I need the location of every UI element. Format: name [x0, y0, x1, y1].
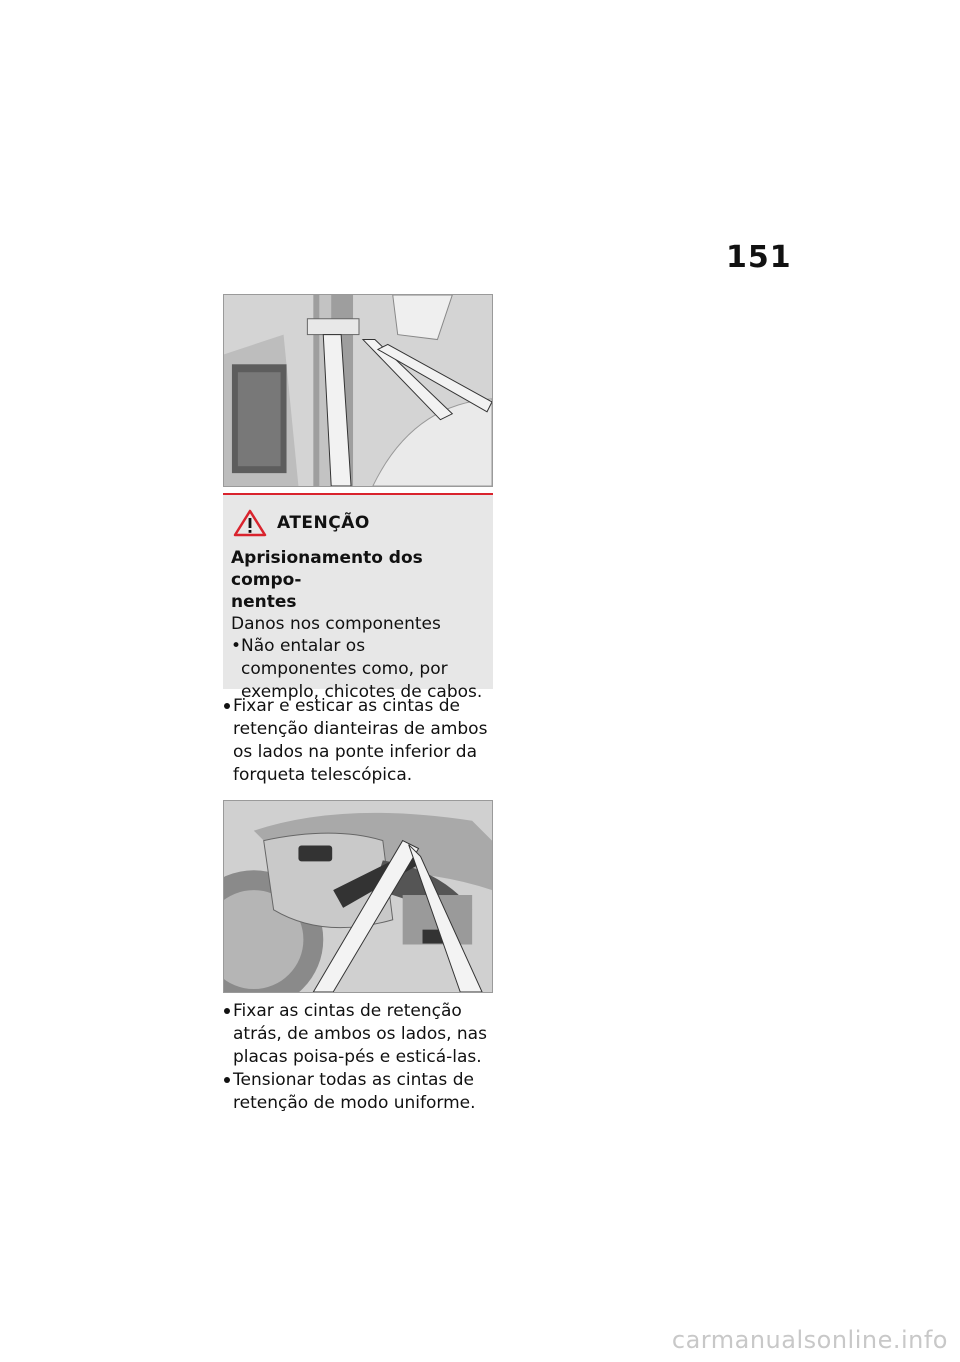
warning-consequence: Danos nos componentes: [231, 614, 441, 634]
instruction-list-rear: [223, 1000, 493, 1115]
instruction-text: Fixar e esticar as cintas de retenção dianteiras de ambos os lados na ponte inferior da forqueta telescópica.: [233, 696, 488, 785]
bullet-icon: [224, 1008, 230, 1014]
bullet-icon: [224, 703, 230, 709]
warning-triangle-icon: [233, 509, 267, 537]
instruction-text: Tensionar todas as cintas de retenção de modo uniforme.: [233, 1070, 476, 1113]
warning-item-text: Não entalar os componentes como, por exemplo, chicotes de cabos.: [241, 636, 483, 702]
instruction-step: [223, 695, 493, 787]
front-fork-strap-illustration: [223, 294, 493, 487]
warning-item: • Não entalar os componentes como, por exemplo, chicotes de cabos.: [231, 636, 483, 702]
bullet-icon: [224, 1077, 230, 1083]
warning-header: [233, 509, 485, 537]
warning-box: [223, 493, 493, 702]
page-number: 151: [726, 240, 792, 275]
warning-title: ATENÇÃO: [277, 513, 370, 533]
instruction-text: Fixar as cintas de retenção atrás, de ambos os lados, nas placas poisa-pés e esticá-las.: [233, 1001, 487, 1067]
rear-footrest-strap-illustration: [223, 800, 493, 993]
instruction-step: [223, 1069, 493, 1115]
instruction-step: [223, 1000, 493, 1069]
instruction-list-front: [223, 695, 493, 787]
warning-heading: Aprisionamento dos compo- nentes: [231, 548, 423, 612]
watermark: carmanualsonline.info: [671, 1326, 948, 1354]
